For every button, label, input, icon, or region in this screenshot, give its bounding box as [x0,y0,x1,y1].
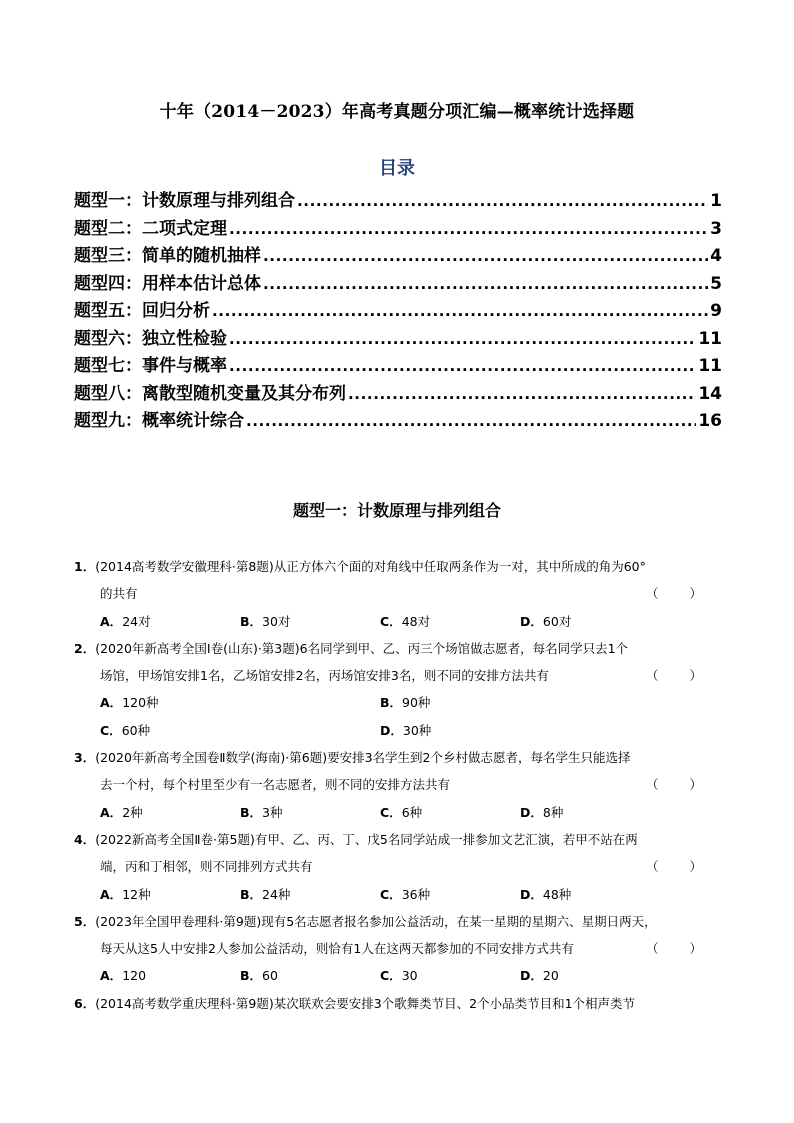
toc-page-number: 3 [710,218,722,239]
option-d: D．30种 [380,722,432,738]
option-a: A．2种 [100,804,143,820]
options-row [74,799,734,826]
toc-leader-dots [263,247,708,265]
question-2 [74,635,734,744]
question-text: 去一个村，每个村里至少有一名志愿者，则不同的安排方法共有 [100,777,451,793]
options-row [74,962,734,989]
toc-entry[interactable]: 题型五： 回归分析 ..... 9 [74,296,722,324]
toc-page-number: 1 [710,191,722,211]
question-number: 4． [74,831,96,847]
option-c: C．30 [380,968,418,984]
question-number: 6． [74,995,96,1011]
toc-entry[interactable]: 题型四： 用样本估计总体 ..... 5 [74,269,722,297]
toc-entry[interactable]: 题型一： 计数原理与排列组合 ..... 1 [74,186,722,214]
option-b: B．24种 [240,886,291,902]
question-number: 3． [74,750,96,766]
question-6 [74,990,734,1017]
table-of-contents [74,186,722,434]
option-a: A．24对 [100,613,151,629]
option-c: C．36种 [380,886,431,902]
toc-entry[interactable]: 题型九： 概率统计综合 ..... 16 [74,406,722,434]
answer-blank: （ ） [645,941,704,957]
toc-page-number: 5 [710,273,722,294]
toc-page-number: 16 [698,411,722,431]
option-b: B．3种 [240,804,283,820]
toc-heading: 目录 [379,158,415,179]
question-text: (2020年新高考全国Ⅰ卷(山东)·第3题)6名同学到甲、乙、丙三个场馆做志愿者，每名同学只去1个 [95,640,629,656]
question-number: 1． [74,559,96,574]
toc-entry[interactable]: 题型三： 简单的随机抽样 ..... 4 [74,241,722,269]
document-title: 十年（2014－2023）年高考真题分项汇编—概率统计选择题 [159,102,635,122]
toc-entry[interactable]: 题型八： 离散型随机变量及其分布列 ..... 14 [74,379,722,407]
toc-entry[interactable]: 题型六： 独立性检验 ..... 11 [74,324,722,352]
question-number: 2． [74,640,96,656]
toc-leader-dots [263,275,708,293]
question-3 [74,744,734,826]
question-number: 5． [74,913,96,929]
options-row [74,608,734,635]
answer-blank: （ ） [645,668,704,684]
options-row [74,881,734,908]
question-text: (2020年新高考全国卷Ⅱ数学(海南)·第6题)要安排3名学生到2个乡村做志愿者，每名学生只能选择 [95,750,631,766]
question-list [74,553,734,1017]
option-d: D．8种 [520,804,564,820]
question-text: 场馆，甲场馆安排1名，乙场馆安排2名，丙场馆安排3名，则不同的安排方法共有 [100,668,549,684]
question-1 [74,553,734,635]
toc-leader-dots [212,302,708,320]
option-b: B．90种 [380,695,431,711]
option-d: D．20 [520,968,559,984]
toc-entry[interactable]: 题型七： 事件与概率 ..... 11 [74,351,722,379]
question-text: 的共有 [100,586,138,602]
toc-leader-dots [229,330,696,348]
toc-page-number: 4 [710,246,722,266]
question-text: 端，丙和丁相邻，则不同排列方式共有 [100,859,313,875]
question-text: (2014高考数学重庆理科·第9题)某次联欢会要安排3个歌舞类节目、2个小品类节目和1个相声类节 [95,995,636,1011]
option-c: C．60种 [100,722,151,738]
options-row [74,717,734,744]
toc-page-number: 14 [698,383,722,404]
answer-blank: （ ） [645,777,704,793]
question-text: (2023年全国甲卷理科·第9题)现有5名志愿者报名参加公益活动，在某一星期的星期六、星期日两天， [95,913,657,929]
toc-page-number: 9 [710,301,722,321]
option-d: D．60对 [520,613,572,629]
answer-blank: （ ） [645,586,704,602]
question-text: (2014高考数学安徽理科·第8题)从正方体六个面的对角线中任取两条作为一对，其中所成的角为60° [95,559,646,574]
section-title: 题型一：计数原理与排列组合 [292,501,501,520]
toc-entry[interactable]: 题型二： 二项式定理 ..... 3 [74,214,722,242]
toc-leader-dots [297,192,708,210]
question-4 [74,826,734,908]
toc-leader-dots [246,412,696,430]
option-d: D．48种 [520,886,572,902]
toc-page-number: 11 [698,356,722,376]
option-a: A．120种 [100,695,159,711]
toc-page-number: 11 [698,328,722,349]
option-c: C．6种 [380,804,423,820]
option-b: B．60 [240,968,278,984]
option-a: A．120 [100,968,147,984]
options-row [74,689,734,716]
question-text: (2022新高考全国Ⅱ卷·第5题)有甲、乙、丙、丁、戊5名同学站成一排参加文艺汇演，若甲不站在两 [95,831,638,847]
question-text: 每天从这5人中安排2人参加公益活动，则恰有1人在这两天都参加的不同安排方式共有 [100,941,574,957]
option-b: B．30对 [240,613,291,629]
option-c: C．48对 [380,613,431,629]
option-a: A．12种 [100,886,151,902]
question-5 [74,908,734,990]
toc-leader-dots [348,385,696,403]
toc-leader-dots [229,220,708,238]
answer-blank: （ ） [645,859,704,875]
toc-leader-dots [229,357,696,375]
